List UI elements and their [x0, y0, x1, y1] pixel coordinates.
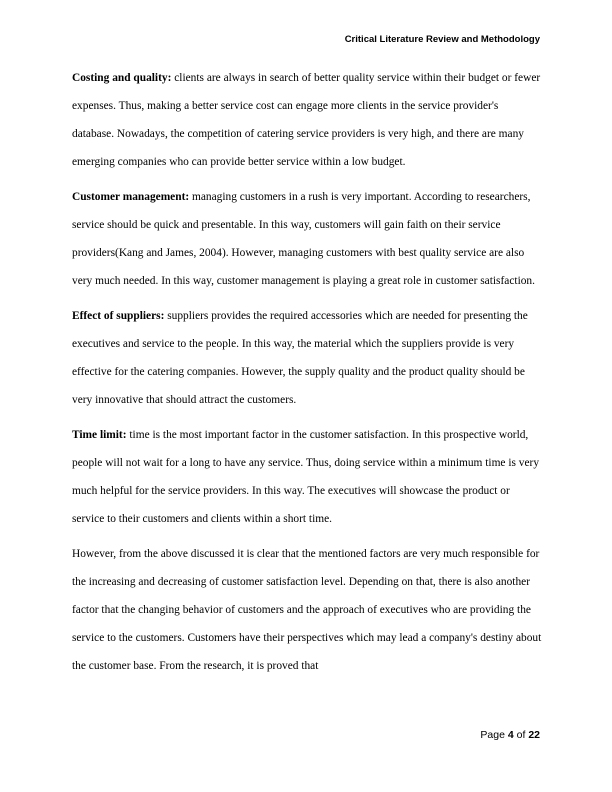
total-pages-number: 22	[528, 729, 540, 741]
paragraph-time-limit	[72, 421, 542, 533]
body-text	[72, 64, 542, 687]
paragraph-text: However, from the above discussed it is clear that the mentioned factors are very much responsible for the increasing and decreasing of customer satisfaction level. Depending on that, there is also another factor that the changing behavior of customers and the approach of executives who are providing the service to the customers. Customers have their perspectives which may lead a company's destiny about the customer base. From the research, it is proved that	[72, 548, 542, 672]
page-number-footer	[480, 729, 540, 741]
paragraph-effect-of-suppliers	[72, 302, 542, 414]
paragraph-customer-management	[72, 183, 542, 295]
paragraph-costing-and-quality	[72, 64, 542, 176]
paragraph-heading: Time limit:	[72, 429, 127, 441]
running-header: Critical Literature Review and Methodology	[344, 34, 540, 45]
paragraph-text: clients are always in search of better quality service within their budget or fewer expenses. Thus, making a better service cost can engage more clients in the service provider's database. Nowadays, the competition of catering service providers is very high, and there are many emerging companies who can provide better service within a low budget.	[72, 72, 541, 168]
paragraph-text: suppliers provides the required accessories which are needed for presenting the executives and service to the people. In this way, the material which the suppliers provide is very effective for the catering companies. However, the supply quality and the product quality should be very innovative that should attract the customers.	[72, 310, 528, 406]
current-page-number: 4	[507, 729, 514, 741]
paragraph-heading: Effect of suppliers:	[72, 310, 165, 322]
paragraph-text: managing customers in a rush is very important. According to researchers, service should be quick and presentable. In this way, customers will gain faith on their service providers(Kang and James, 2004). However, managing customers with best quality service are also very much needed. In this way, customer management is playing a great role in customer satisfaction.	[72, 191, 535, 287]
paragraph-text: time is the most important factor in the customer satisfaction. In this prospective world, people will not wait for a long to have any service. Thus, doing service within a minimum time is very much helpful for the service providers. In this way. The executives will showcase the product or service to their customers and clients within a short time.	[72, 429, 540, 525]
of-word: of	[516, 729, 526, 741]
page-word: Page	[480, 729, 505, 741]
paragraph-conclusion	[72, 540, 542, 680]
paragraph-heading: Costing and quality:	[72, 72, 172, 84]
paragraph-heading: Customer management:	[72, 191, 190, 203]
